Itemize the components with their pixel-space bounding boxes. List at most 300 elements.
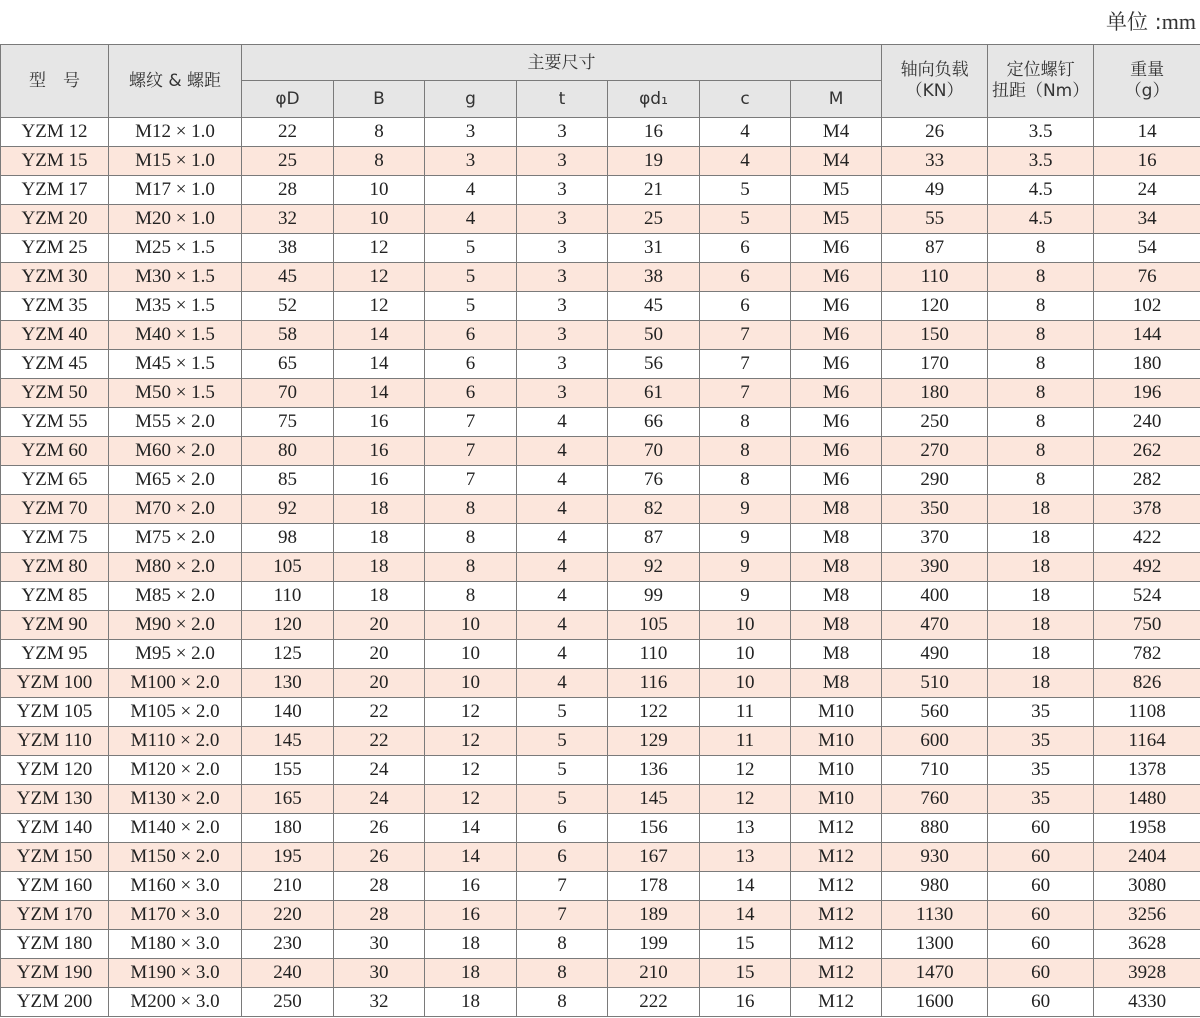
cell-set-screw-torque: 18 — [988, 611, 1094, 640]
table-row — [1, 437, 1200, 466]
header-set-screw-title: 定位螺钉 — [1006, 60, 1075, 80]
cell-t: 3 — [517, 118, 608, 147]
cell-axial-load: 930 — [882, 843, 988, 872]
cell-b: 14 — [334, 321, 425, 350]
cell-m: M10 — [791, 727, 882, 756]
cell-weight: 1164 — [1094, 727, 1200, 756]
cell-weight: 240 — [1094, 408, 1200, 437]
cell-axial-load: 33 — [882, 147, 988, 176]
header-g: g — [425, 81, 517, 118]
cell-c: 13 — [700, 843, 791, 872]
cell-c: 6 — [700, 234, 791, 263]
cell-thread: M25 × 1.5 — [109, 234, 242, 263]
cell-g: 6 — [425, 321, 517, 350]
cell-g: 5 — [425, 234, 517, 263]
cell-t: 3 — [517, 176, 608, 205]
table-row — [1, 669, 1200, 698]
cell-phi-d: 25 — [242, 147, 334, 176]
cell-set-screw-torque: 8 — [988, 466, 1094, 495]
cell-axial-load: 1130 — [882, 901, 988, 930]
cell-t: 4 — [517, 611, 608, 640]
cell-phi-d: 155 — [242, 756, 334, 785]
cell-b: 18 — [334, 582, 425, 611]
cell-axial-load: 1300 — [882, 930, 988, 959]
cell-g: 8 — [425, 553, 517, 582]
cell-thread: M60 × 2.0 — [109, 437, 242, 466]
header-model: 型 号 — [1, 45, 109, 118]
cell-g: 8 — [425, 582, 517, 611]
cell-c: 9 — [700, 524, 791, 553]
cell-axial-load: 470 — [882, 611, 988, 640]
cell-weight: 282 — [1094, 466, 1200, 495]
cell-axial-load: 110 — [882, 263, 988, 292]
cell-c: 16 — [700, 988, 791, 1017]
cell-model: YZM 45 — [1, 350, 109, 379]
cell-model: YZM 40 — [1, 321, 109, 350]
cell-b: 24 — [334, 756, 425, 785]
table-row — [1, 553, 1200, 582]
cell-c: 9 — [700, 553, 791, 582]
table-body — [1, 118, 1200, 1017]
cell-g: 12 — [425, 756, 517, 785]
table-row — [1, 582, 1200, 611]
cell-c: 9 — [700, 495, 791, 524]
cell-thread: M110 × 2.0 — [109, 727, 242, 756]
cell-g: 8 — [425, 524, 517, 553]
cell-g: 4 — [425, 176, 517, 205]
cell-model: YZM 17 — [1, 176, 109, 205]
cell-weight: 2404 — [1094, 843, 1200, 872]
cell-m: M12 — [791, 901, 882, 930]
cell-g: 12 — [425, 785, 517, 814]
cell-m: M6 — [791, 263, 882, 292]
cell-b: 24 — [334, 785, 425, 814]
table-row — [1, 234, 1200, 263]
cell-phi-d1: 50 — [608, 321, 700, 350]
header-weight — [1094, 45, 1200, 118]
cell-phi-d: 52 — [242, 292, 334, 321]
cell-t: 5 — [517, 756, 608, 785]
cell-thread: M40 × 1.5 — [109, 321, 242, 350]
cell-phi-d: 165 — [242, 785, 334, 814]
cell-g: 5 — [425, 263, 517, 292]
table-row — [1, 872, 1200, 901]
cell-m: M12 — [791, 814, 882, 843]
cell-phi-d: 65 — [242, 350, 334, 379]
cell-m: M12 — [791, 988, 882, 1017]
cell-g: 7 — [425, 466, 517, 495]
cell-thread: M55 × 2.0 — [109, 408, 242, 437]
cell-m: M12 — [791, 872, 882, 901]
cell-m: M10 — [791, 785, 882, 814]
cell-c: 5 — [700, 176, 791, 205]
cell-g: 14 — [425, 843, 517, 872]
cell-b: 14 — [334, 379, 425, 408]
table-row — [1, 756, 1200, 785]
cell-g: 10 — [425, 640, 517, 669]
cell-set-screw-torque: 35 — [988, 785, 1094, 814]
cell-model: YZM 65 — [1, 466, 109, 495]
header-m: M — [791, 81, 882, 118]
cell-g: 16 — [425, 901, 517, 930]
cell-g: 14 — [425, 814, 517, 843]
cell-phi-d1: 61 — [608, 379, 700, 408]
cell-t: 4 — [517, 640, 608, 669]
cell-m: M8 — [791, 640, 882, 669]
cell-model: YZM 200 — [1, 988, 109, 1017]
cell-m: M6 — [791, 350, 882, 379]
cell-b: 16 — [334, 408, 425, 437]
cell-set-screw-torque: 4.5 — [988, 176, 1094, 205]
table-row — [1, 118, 1200, 147]
cell-b: 12 — [334, 234, 425, 263]
header-weight-title: 重量 — [1130, 60, 1165, 80]
cell-axial-load: 250 — [882, 408, 988, 437]
cell-model: YZM 140 — [1, 814, 109, 843]
cell-t: 3 — [517, 234, 608, 263]
cell-weight: 24 — [1094, 176, 1200, 205]
cell-b: 26 — [334, 814, 425, 843]
cell-phi-d: 140 — [242, 698, 334, 727]
cell-phi-d: 32 — [242, 205, 334, 234]
cell-b: 20 — [334, 669, 425, 698]
cell-weight: 826 — [1094, 669, 1200, 698]
table-row — [1, 495, 1200, 524]
cell-phi-d: 120 — [242, 611, 334, 640]
cell-b: 22 — [334, 727, 425, 756]
cell-model: YZM 35 — [1, 292, 109, 321]
cell-g: 10 — [425, 611, 517, 640]
cell-set-screw-torque: 8 — [988, 234, 1094, 263]
cell-axial-load: 1600 — [882, 988, 988, 1017]
cell-model: YZM 130 — [1, 785, 109, 814]
cell-b: 18 — [334, 495, 425, 524]
cell-axial-load: 120 — [882, 292, 988, 321]
cell-set-screw-torque: 3.5 — [988, 147, 1094, 176]
cell-model: YZM 160 — [1, 872, 109, 901]
cell-g: 7 — [425, 437, 517, 466]
cell-phi-d1: 222 — [608, 988, 700, 1017]
cell-c: 10 — [700, 669, 791, 698]
cell-model: YZM 110 — [1, 727, 109, 756]
cell-phi-d: 70 — [242, 379, 334, 408]
cell-b: 10 — [334, 205, 425, 234]
cell-thread: M100 × 2.0 — [109, 669, 242, 698]
cell-g: 18 — [425, 988, 517, 1017]
cell-model: YZM 105 — [1, 698, 109, 727]
cell-t: 8 — [517, 930, 608, 959]
cell-b: 8 — [334, 147, 425, 176]
cell-b: 16 — [334, 437, 425, 466]
cell-phi-d: 130 — [242, 669, 334, 698]
cell-g: 8 — [425, 495, 517, 524]
cell-axial-load: 55 — [882, 205, 988, 234]
cell-phi-d: 58 — [242, 321, 334, 350]
cell-phi-d1: 122 — [608, 698, 700, 727]
cell-thread: M12 × 1.0 — [109, 118, 242, 147]
header-axial-load — [882, 45, 988, 118]
cell-thread: M17 × 1.0 — [109, 176, 242, 205]
cell-thread: M105 × 2.0 — [109, 698, 242, 727]
cell-phi-d1: 16 — [608, 118, 700, 147]
table-row — [1, 350, 1200, 379]
cell-c: 6 — [700, 292, 791, 321]
cell-thread: M80 × 2.0 — [109, 553, 242, 582]
cell-t: 6 — [517, 814, 608, 843]
cell-t: 4 — [517, 553, 608, 582]
table-row — [1, 466, 1200, 495]
cell-b: 16 — [334, 466, 425, 495]
cell-model: YZM 30 — [1, 263, 109, 292]
cell-set-screw-torque: 8 — [988, 379, 1094, 408]
cell-model: YZM 85 — [1, 582, 109, 611]
cell-phi-d1: 92 — [608, 553, 700, 582]
cell-set-screw-torque: 8 — [988, 292, 1094, 321]
cell-thread: M15 × 1.0 — [109, 147, 242, 176]
cell-g: 4 — [425, 205, 517, 234]
cell-phi-d1: 45 — [608, 292, 700, 321]
cell-weight: 34 — [1094, 205, 1200, 234]
cell-axial-load: 710 — [882, 756, 988, 785]
cell-t: 4 — [517, 669, 608, 698]
cell-thread: M75 × 2.0 — [109, 524, 242, 553]
cell-weight: 144 — [1094, 321, 1200, 350]
table-row — [1, 727, 1200, 756]
cell-g: 18 — [425, 930, 517, 959]
table-row — [1, 843, 1200, 872]
cell-b: 20 — [334, 640, 425, 669]
cell-phi-d1: 21 — [608, 176, 700, 205]
cell-set-screw-torque: 8 — [988, 263, 1094, 292]
cell-t: 3 — [517, 263, 608, 292]
cell-t: 4 — [517, 466, 608, 495]
cell-weight: 262 — [1094, 437, 1200, 466]
cell-phi-d1: 66 — [608, 408, 700, 437]
cell-c: 7 — [700, 350, 791, 379]
cell-t: 4 — [517, 582, 608, 611]
cell-phi-d1: 56 — [608, 350, 700, 379]
cell-thread: M140 × 2.0 — [109, 814, 242, 843]
cell-axial-load: 1470 — [882, 959, 988, 988]
cell-set-screw-torque: 18 — [988, 553, 1094, 582]
cell-m: M12 — [791, 959, 882, 988]
cell-phi-d: 105 — [242, 553, 334, 582]
cell-t: 4 — [517, 495, 608, 524]
header-phi-d1: φd₁ — [608, 81, 700, 118]
cell-phi-d1: 178 — [608, 872, 700, 901]
table-row — [1, 408, 1200, 437]
cell-thread: M50 × 1.5 — [109, 379, 242, 408]
cell-phi-d: 195 — [242, 843, 334, 872]
cell-m: M8 — [791, 611, 882, 640]
cell-axial-load: 290 — [882, 466, 988, 495]
cell-c: 7 — [700, 321, 791, 350]
cell-model: YZM 50 — [1, 379, 109, 408]
header-b: B — [334, 81, 425, 118]
cell-phi-d: 210 — [242, 872, 334, 901]
cell-g: 3 — [425, 147, 517, 176]
cell-weight: 4330 — [1094, 988, 1200, 1017]
cell-phi-d: 28 — [242, 176, 334, 205]
table-row — [1, 901, 1200, 930]
cell-b: 12 — [334, 292, 425, 321]
cell-g: 5 — [425, 292, 517, 321]
cell-c: 14 — [700, 901, 791, 930]
cell-m: M10 — [791, 698, 882, 727]
cell-weight: 1378 — [1094, 756, 1200, 785]
cell-phi-d1: 156 — [608, 814, 700, 843]
header-thread: 螺纹 & 螺距 — [109, 45, 242, 118]
cell-weight: 422 — [1094, 524, 1200, 553]
cell-t: 3 — [517, 292, 608, 321]
cell-model: YZM 170 — [1, 901, 109, 930]
header-t: t — [517, 81, 608, 118]
cell-thread: M85 × 2.0 — [109, 582, 242, 611]
cell-axial-load: 560 — [882, 698, 988, 727]
cell-m: M6 — [791, 437, 882, 466]
cell-t: 8 — [517, 988, 608, 1017]
table-row — [1, 814, 1200, 843]
cell-set-screw-torque: 35 — [988, 727, 1094, 756]
cell-m: M6 — [791, 234, 882, 263]
cell-thread: M90 × 2.0 — [109, 611, 242, 640]
cell-weight: 54 — [1094, 234, 1200, 263]
cell-weight: 1480 — [1094, 785, 1200, 814]
cell-phi-d1: 199 — [608, 930, 700, 959]
cell-weight: 3928 — [1094, 959, 1200, 988]
cell-b: 18 — [334, 553, 425, 582]
cell-g: 12 — [425, 727, 517, 756]
cell-axial-load: 270 — [882, 437, 988, 466]
cell-t: 3 — [517, 321, 608, 350]
cell-c: 4 — [700, 118, 791, 147]
spec-table — [0, 44, 1200, 1017]
cell-thread: M130 × 2.0 — [109, 785, 242, 814]
cell-thread: M95 × 2.0 — [109, 640, 242, 669]
cell-set-screw-torque: 60 — [988, 843, 1094, 872]
cell-phi-d: 75 — [242, 408, 334, 437]
cell-model: YZM 12 — [1, 118, 109, 147]
cell-c: 8 — [700, 408, 791, 437]
cell-phi-d1: 105 — [608, 611, 700, 640]
cell-t: 8 — [517, 959, 608, 988]
cell-b: 10 — [334, 176, 425, 205]
cell-model: YZM 70 — [1, 495, 109, 524]
cell-c: 10 — [700, 640, 791, 669]
header-axial-load-unit: （KN） — [905, 81, 964, 101]
cell-model: YZM 60 — [1, 437, 109, 466]
cell-t: 6 — [517, 843, 608, 872]
header-c: c — [700, 81, 791, 118]
cell-c: 11 — [700, 727, 791, 756]
cell-set-screw-torque: 4.5 — [988, 205, 1094, 234]
cell-g: 3 — [425, 118, 517, 147]
cell-c: 6 — [700, 263, 791, 292]
table-row — [1, 698, 1200, 727]
cell-set-screw-torque: 60 — [988, 959, 1094, 988]
cell-set-screw-torque: 8 — [988, 408, 1094, 437]
cell-model: YZM 90 — [1, 611, 109, 640]
cell-phi-d1: 167 — [608, 843, 700, 872]
cell-axial-load: 87 — [882, 234, 988, 263]
cell-m: M6 — [791, 321, 882, 350]
cell-c: 15 — [700, 930, 791, 959]
table-row — [1, 988, 1200, 1017]
table-row — [1, 640, 1200, 669]
cell-set-screw-torque: 60 — [988, 988, 1094, 1017]
cell-thread: M160 × 3.0 — [109, 872, 242, 901]
cell-model: YZM 20 — [1, 205, 109, 234]
cell-weight: 492 — [1094, 553, 1200, 582]
cell-t: 3 — [517, 147, 608, 176]
cell-model: YZM 15 — [1, 147, 109, 176]
cell-t: 7 — [517, 901, 608, 930]
cell-phi-d1: 110 — [608, 640, 700, 669]
cell-m: M10 — [791, 756, 882, 785]
cell-phi-d1: 19 — [608, 147, 700, 176]
cell-weight: 750 — [1094, 611, 1200, 640]
cell-phi-d1: 31 — [608, 234, 700, 263]
header-main-dimensions: 主要尺寸 — [242, 45, 882, 81]
cell-weight: 16 — [1094, 147, 1200, 176]
cell-axial-load: 180 — [882, 379, 988, 408]
cell-thread: M170 × 3.0 — [109, 901, 242, 930]
cell-set-screw-torque: 3.5 — [988, 118, 1094, 147]
cell-model: YZM 80 — [1, 553, 109, 582]
cell-c: 7 — [700, 379, 791, 408]
cell-axial-load: 350 — [882, 495, 988, 524]
cell-set-screw-torque: 60 — [988, 872, 1094, 901]
cell-b: 28 — [334, 901, 425, 930]
cell-m: M8 — [791, 524, 882, 553]
unit-label — [1106, 6, 1196, 36]
cell-set-screw-torque: 35 — [988, 756, 1094, 785]
cell-axial-load: 150 — [882, 321, 988, 350]
cell-t: 3 — [517, 350, 608, 379]
cell-b: 26 — [334, 843, 425, 872]
cell-phi-d1: 87 — [608, 524, 700, 553]
cell-set-screw-torque: 18 — [988, 640, 1094, 669]
table-row — [1, 205, 1200, 234]
cell-model: YZM 180 — [1, 930, 109, 959]
table-row — [1, 611, 1200, 640]
cell-t: 3 — [517, 379, 608, 408]
cell-phi-d: 180 — [242, 814, 334, 843]
cell-set-screw-torque: 60 — [988, 930, 1094, 959]
cell-g: 16 — [425, 872, 517, 901]
table-row — [1, 263, 1200, 292]
cell-g: 6 — [425, 350, 517, 379]
table-row — [1, 379, 1200, 408]
cell-b: 28 — [334, 872, 425, 901]
cell-phi-d: 38 — [242, 234, 334, 263]
cell-b: 20 — [334, 611, 425, 640]
cell-c: 8 — [700, 437, 791, 466]
cell-t: 4 — [517, 437, 608, 466]
cell-axial-load: 510 — [882, 669, 988, 698]
cell-set-screw-torque: 60 — [988, 901, 1094, 930]
header-phi-d: φD — [242, 81, 334, 118]
cell-c: 8 — [700, 466, 791, 495]
cell-c: 12 — [700, 785, 791, 814]
cell-b: 8 — [334, 118, 425, 147]
cell-t: 4 — [517, 408, 608, 437]
table-row — [1, 524, 1200, 553]
cell-set-screw-torque: 18 — [988, 495, 1094, 524]
cell-axial-load: 49 — [882, 176, 988, 205]
cell-model: YZM 150 — [1, 843, 109, 872]
header-axial-load-title: 轴向负载 — [900, 60, 969, 80]
